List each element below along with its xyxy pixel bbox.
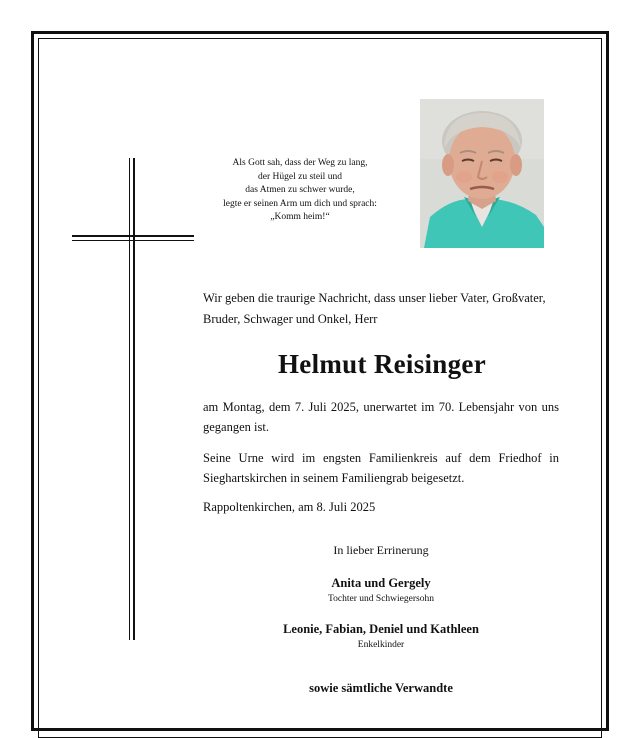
relatives-closing: sowie sämtliche Verwandte bbox=[309, 681, 453, 695]
announcement-intro bbox=[203, 288, 561, 330]
remembrance-heading: In lieber Errinerung bbox=[333, 543, 429, 557]
poem-line: Als Gott sah, dass der Weg zu lang, bbox=[232, 158, 368, 168]
poem-line: „Komm heim!“ bbox=[270, 212, 330, 222]
burial-paragraph: Seine Urne wird im engsten Familienkreis auf dem Friedhof in Sieghartskirchen in seinem Familiengrab beigesetzt. bbox=[203, 451, 559, 485]
place-date: Rappoltenkirchen, am 8. Juli 2025 bbox=[203, 500, 376, 514]
cross-horizontal-line-2 bbox=[72, 240, 194, 241]
portrait-illustration bbox=[420, 99, 544, 248]
deceased-name: Helmut Reisinger bbox=[277, 349, 486, 379]
mourner-names: Leonie, Fabian, Deniel und Kathleen bbox=[283, 622, 479, 636]
cross-vertical-line-2 bbox=[133, 158, 135, 640]
cross-horizontal-line-1 bbox=[72, 235, 194, 237]
poem-line: der Hügel zu steil und bbox=[258, 171, 342, 182]
intro-line: Bruder, Schwager und Onkel, Herr bbox=[203, 312, 378, 326]
intro-line: Wir geben die traurige Nachricht, dass unser lieber Vater, Großvater, bbox=[203, 291, 546, 305]
portrait-photo bbox=[420, 99, 544, 248]
memorial-poem bbox=[200, 157, 400, 225]
cross-vertical-line-1 bbox=[129, 158, 130, 640]
passing-paragraph: am Montag, dem 7. Juli 2025, unerwartet im 70. Lebensjahr von uns gegangen ist. bbox=[203, 400, 559, 434]
mourner-relation: Tochter und Schwiegersohn bbox=[328, 594, 434, 604]
mourner-names: Anita und Gergely bbox=[331, 576, 431, 590]
poem-line: das Atmen zu schwer wurde, bbox=[245, 185, 355, 195]
mourner-relation: Enkelkinder bbox=[357, 640, 405, 650]
poem-line: legte er seinen Arm um dich und sprach: bbox=[223, 198, 377, 209]
